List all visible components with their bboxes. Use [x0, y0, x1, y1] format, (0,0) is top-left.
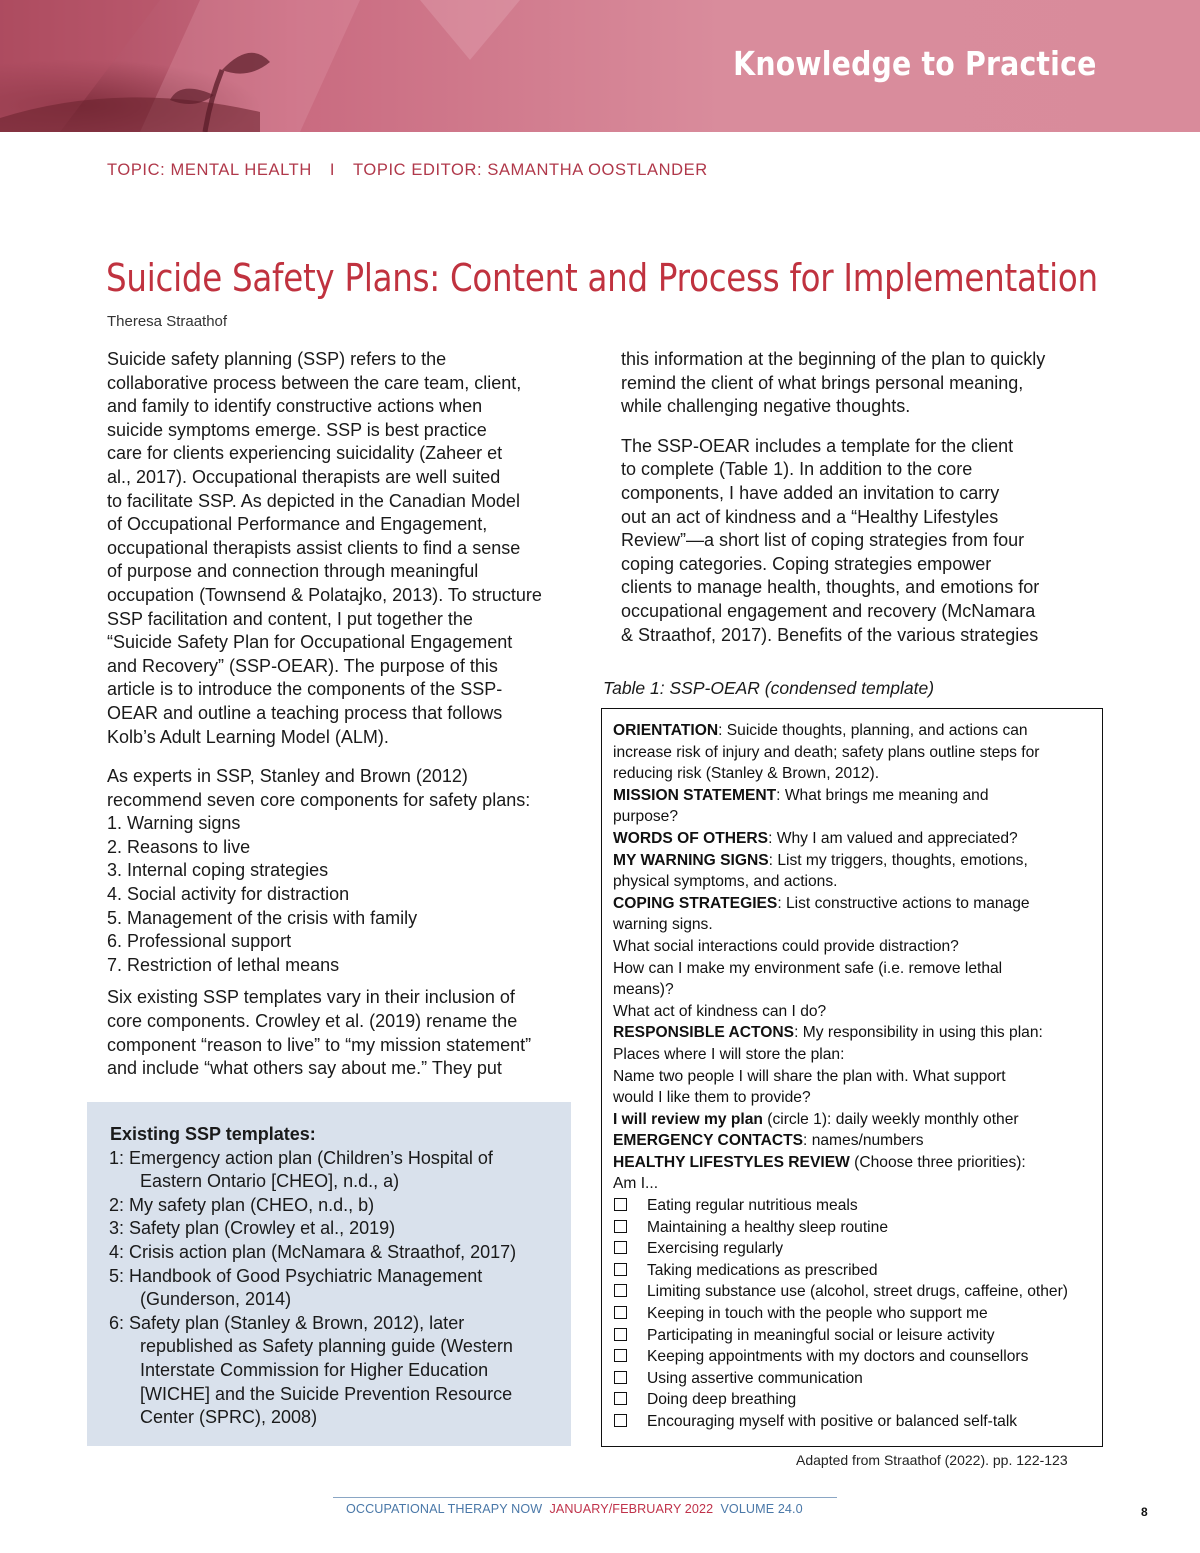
section-title: Knowledge to Practice [732, 44, 1096, 83]
text-line: & Straathof, 2017). Benefits of the various strategies [621, 624, 1039, 645]
list-item: 1. Warning signs [107, 813, 241, 834]
words-text: : Why I am valued and appreciated? [768, 829, 1018, 847]
responsible-label: RESPONSIBLE ACTONS [613, 1024, 795, 1042]
text-line: components, I have added an invitation to carry [621, 482, 1000, 503]
checklist-item: Participating in meaningful social or leisure activity [613, 1325, 1068, 1347]
text-line: Kolb’s Adult Learning Model (ALM). [107, 726, 389, 747]
review-label: I will review my plan [613, 1110, 763, 1128]
text-line: and family to identify constructive actions when [107, 396, 483, 417]
box-line: republished as Safety planning guide (Western [140, 1336, 513, 1357]
text-line: Suicide safety planning (SSP) refers to the [107, 349, 447, 369]
checklist-item: Maintaining a healthy sleep routine [613, 1217, 1068, 1239]
table-line: How can I make my environment safe (i.e. remove lethal [613, 959, 1003, 977]
footer-volume: VOLUME 24.0 [720, 1502, 803, 1516]
coping-text: : List constructive actions to manage [777, 894, 1030, 912]
text-line: while challenging negative thoughts. [621, 396, 911, 417]
table-line [613, 720, 1068, 742]
table-line: What social interactions could provide distraction? [613, 937, 959, 955]
text-line: Six existing SSP templates vary in their inclusion of [107, 987, 515, 1008]
text-line: and include “what others say about me.” They put [107, 1058, 502, 1079]
list-item: 7. Restriction of lethal means [107, 954, 340, 975]
table-line [613, 1022, 1068, 1044]
text-line: component “reason to live” to “my mission statement” [107, 1034, 532, 1055]
ssp-oear-table [601, 708, 1103, 1447]
mission-label: MISSION STATEMENT [613, 786, 777, 804]
healthy-label: HEALTHY LIFESTYLES REVIEW [613, 1153, 850, 1171]
table-line: warning signs. [613, 916, 713, 934]
coping-label: COPING STRATEGIES [613, 894, 778, 912]
table-line: Am I... [613, 1175, 659, 1193]
checklist-item: Doing deep breathing [613, 1389, 1068, 1411]
topic-label: TOPIC: MENTAL HEALTH [107, 161, 312, 179]
orientation-text: : Suicide thoughts, planning, and actions can [718, 722, 1028, 739]
existing-templates-box [87, 1102, 571, 1446]
checkbox-icon [614, 1328, 627, 1341]
footer-line [346, 1502, 803, 1516]
text-line: to complete (Table 1). In addition to the core [621, 459, 973, 480]
words-label: WORDS OF OTHERS [613, 829, 769, 847]
checkbox-icon [614, 1220, 627, 1233]
text-line: occupational therapists assist clients to find a sense [107, 537, 521, 558]
box-line: 6: Safety plan (Stanley & Brown, 2012), later [109, 1312, 465, 1333]
box-line: Eastern Ontario [CHEO], n.d., a) [140, 1171, 400, 1192]
text-line: al., 2017). Occupational therapists are well suited [107, 466, 501, 487]
left-column [107, 348, 542, 1081]
left-paragraph-1 [107, 348, 542, 749]
warning-label: MY WARNING SIGNS [613, 851, 769, 869]
box-line: [WICHE] and the Suicide Prevention Resource [140, 1383, 513, 1404]
checklist-item: Taking medications as prescribed [613, 1260, 1068, 1282]
text-line: SSP facilitation and content, I put together the [107, 608, 473, 629]
topic-editor: TOPIC EDITOR: SAMANTHA OOSTLANDER [353, 161, 708, 179]
healthy-text: (Choose three priorities): [849, 1153, 1026, 1171]
text-line: coping categories. Coping strategies empower [621, 553, 992, 574]
text-line: recommend seven core components for safety plans: [107, 789, 531, 810]
text-line: this information at the beginning of the plan to quickly [621, 349, 1046, 369]
text-line: occupation (Townsend & Polatajko, 2013). To structure [107, 584, 542, 605]
emergency-text: : names/numbers [803, 1132, 924, 1150]
table-line: purpose? [613, 808, 679, 826]
footer-rule [333, 1497, 837, 1498]
table-line: Places where I will store the plan: [613, 1045, 845, 1063]
text-line: The SSP-OEAR includes a template for the client [621, 435, 1014, 456]
emergency-label: EMERGENCY CONTACTS [613, 1132, 804, 1150]
list-item: 6. Professional support [107, 931, 292, 952]
text-line: OEAR and outline a teaching process that follows [107, 702, 503, 723]
text-line: care for clients experiencing suicidality (Zaheer et [107, 443, 503, 464]
orientation-label: ORIENTATION [613, 722, 719, 739]
right-paragraph-2 [621, 435, 1045, 647]
table-caption: Table 1: SSP-OEAR (condensed template) [603, 678, 935, 698]
box-line: Interstate Commission for Higher Education [140, 1359, 489, 1380]
box-line: Center (SPRC), 2008) [140, 1407, 318, 1428]
article-author: Theresa Straathof [107, 313, 228, 330]
checkbox-icon [614, 1263, 627, 1276]
table-line: increase risk of injury and death; safety plans outline steps for [613, 743, 1040, 761]
list-item: 5. Management of the crisis with family [107, 907, 418, 928]
table-line: physical symptoms, and actions. [613, 873, 838, 891]
footer-journal: OCCUPATIONAL THERAPY NOW [346, 1502, 543, 1516]
table-line: would I like them to provide? [613, 1089, 811, 1107]
table-line [613, 893, 1068, 915]
checkbox-icon [614, 1392, 627, 1405]
table-line [613, 850, 1068, 872]
text-line: and Recovery” (SSP-OEAR). The purpose of this [107, 655, 498, 676]
topic-separator: I [329, 161, 336, 179]
checklist-item: Encouraging myself with positive or balanced self-talk [613, 1411, 1068, 1433]
article-title: Suicide Safety Plans: Content and Process for Implementation [106, 256, 1098, 300]
box-heading: Existing SSP templates: [110, 1124, 316, 1144]
text-line: remind the client of what brings personal meaning, [621, 372, 1024, 393]
checkbox-icon [614, 1414, 627, 1427]
box-line: 3: Safety plan (Crowley et al., 2019) [109, 1218, 396, 1239]
table-line [613, 1109, 1068, 1131]
checklist-item: Exercising regularly [613, 1238, 1068, 1260]
list-item: 4. Social activity for distraction [107, 884, 350, 905]
box-line: 4: Crisis action plan (McNamara & Straathof, 2017) [109, 1241, 517, 1262]
table-line: reducing risk (Stanley & Brown, 2012). [613, 765, 880, 783]
text-line: As experts in SSP, Stanley and Brown (2012) [107, 766, 468, 787]
text-line: to facilitate SSP. As depicted in the Canadian Model [107, 490, 520, 511]
text-line: of Occupational Performance and Engagement, [107, 514, 488, 535]
box-line: 5: Handbook of Good Psychiatric Management [109, 1265, 483, 1286]
box-line: (Gunderson, 2014) [140, 1289, 292, 1310]
right-column [621, 348, 1045, 647]
table-line: means)? [613, 981, 674, 999]
text-line: article is to introduce the components of the SSP- [107, 679, 503, 700]
checklist-item: Keeping appointments with my doctors and counsellors [613, 1346, 1068, 1368]
text-line: Review”—a short list of coping strategies from four [621, 530, 1025, 551]
header-banner [0, 0, 1200, 132]
checklist-item: Eating regular nutritious meals [613, 1195, 1068, 1217]
table-line [613, 785, 1068, 807]
page-number: 8 [1141, 1505, 1148, 1519]
box-line: 2: My safety plan (CHEO, n.d., b) [109, 1194, 375, 1215]
mission-text: : What brings me meaning and [776, 786, 989, 804]
checkbox-icon [614, 1241, 627, 1254]
checklist-item: Using assertive communication [613, 1368, 1068, 1390]
table-line [613, 1130, 1068, 1152]
text-line: suicide symptoms emerge. SSP is best practice [107, 419, 487, 440]
table-line: What act of kindness can I do? [613, 1002, 827, 1020]
table-source: Adapted from Straathof (2022). pp. 122-123 [796, 1452, 1068, 1468]
text-line: of purpose and connection through meaningful [107, 561, 479, 582]
checkbox-icon [614, 1284, 627, 1297]
table-line [613, 1152, 1068, 1174]
text-line: core components. Crowley et al. (2019) rename the [107, 1011, 518, 1032]
table-line [613, 828, 1068, 850]
checkbox-icon [614, 1371, 627, 1384]
left-paragraph-2 [107, 765, 542, 977]
right-paragraph-1 [621, 348, 1045, 419]
checkbox-icon [614, 1349, 627, 1362]
left-paragraph-3 [107, 986, 542, 1080]
box-line: 1: Emergency action plan (Children’s Hospital of [109, 1147, 493, 1168]
checklist-item: Limiting substance use (alcohol, street drugs, caffeine, other) [613, 1281, 1068, 1303]
table-line: Name two people I will share the plan with. What support [613, 1067, 1006, 1085]
warning-text: : List my triggers, thoughts, emotions, [768, 851, 1028, 869]
checklist-item: Keeping in touch with the people who support me [613, 1303, 1068, 1325]
text-line: clients to manage health, thoughts, and emotions for [621, 577, 1040, 598]
responsible-text: : My responsibility in using this plan: [794, 1024, 1043, 1042]
review-text: (circle 1): daily weekly monthly other [762, 1110, 1019, 1128]
list-item: 2. Reasons to live [107, 836, 251, 857]
footer-issue: JANUARY/FEBRUARY 2022 [549, 1502, 714, 1516]
checkbox-icon [614, 1198, 627, 1211]
text-line: occupational engagement and recovery (McNamara [621, 600, 1036, 621]
text-line: “Suicide Safety Plan for Occupational Engagement [107, 632, 513, 653]
text-line: out an act of kindness and a “Healthy Lifestyles [621, 506, 999, 527]
list-item: 3. Internal coping strategies [107, 860, 329, 881]
text-line: collaborative process between the care team, client, [107, 372, 522, 393]
checkbox-icon [614, 1306, 627, 1319]
topic-line [107, 161, 708, 180]
